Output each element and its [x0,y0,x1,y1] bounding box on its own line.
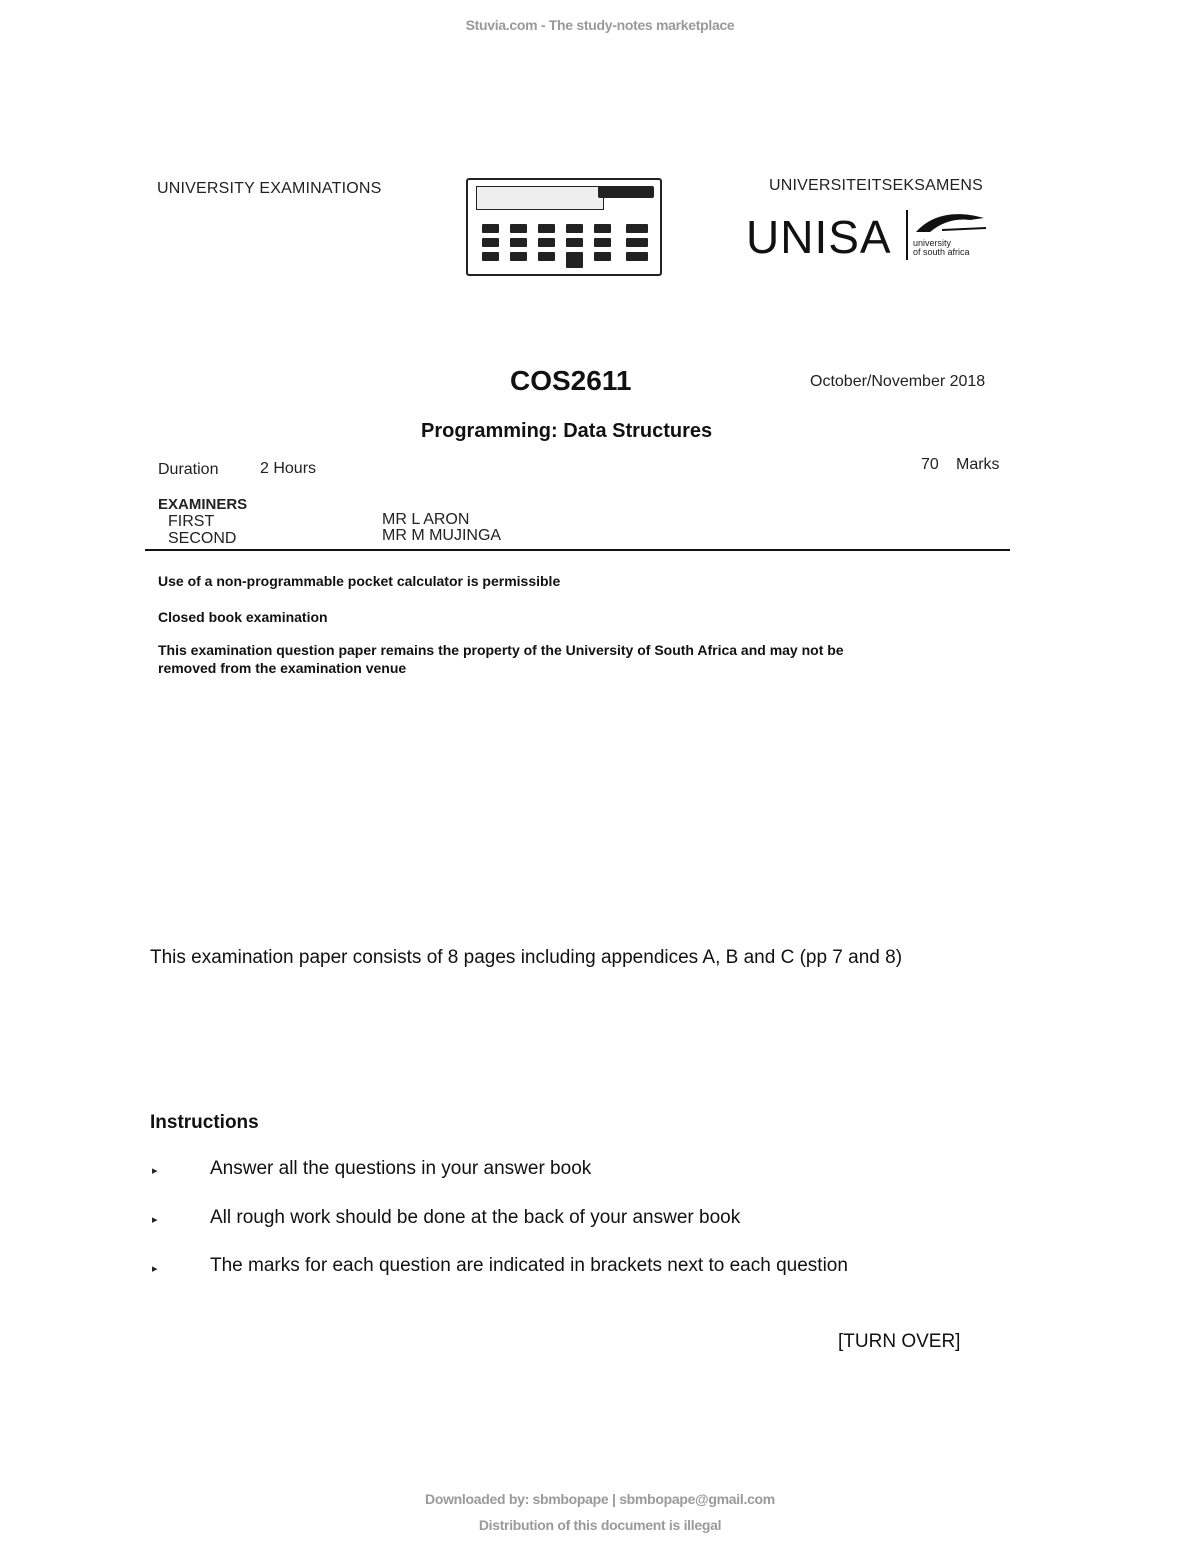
watermark-top: Stuvia.com - The study-notes marketplace [465,17,735,33]
header-left-title: UNIVERSITY EXAMINATIONS [157,180,382,197]
header-right-title: UNIVERSITEITSEKSAMENS [769,177,984,194]
header-divider [145,549,1010,551]
watermark-downloaded: Downloaded by: sbmbopape | sbmbopape@gmail.com [425,1491,775,1507]
property-note-line1: This examination question paper remains the property of the University of South Africa and may not be [158,642,844,658]
watermark-distribution: Distribution of this document is illegal [478,1517,722,1533]
marks-label: Marks [956,456,1000,473]
examiners-heading: EXAMINERS [158,496,248,513]
pages-note: This examination paper consists of 8 pages including appendices A, B and C (pp 7 and 8) [150,947,903,968]
marks-value: 70 [921,456,939,473]
instructions-heading: Instructions [150,1112,259,1133]
course-subject: Programming: Data Structures [421,420,713,442]
unisa-logo-sub-1: university [913,238,952,248]
examiner-second-label: SECOND [168,530,237,547]
closed-book-note: Closed book examination [158,609,328,625]
duration-label: Duration [158,461,219,478]
instruction-text: The marks for each question are indicated in brackets next to each question [210,1255,848,1276]
examiner-second-name: MR M MUJINGA [382,527,502,544]
exam-date: October/November 2018 [810,373,986,390]
examiner-first-name: MR L ARON [382,511,470,528]
examiner-first-label: FIRST [168,513,215,530]
instruction-text: All rough work should be done at the back of your answer book [210,1207,741,1228]
bullet-icon: ▸ [152,1165,158,1177]
duration-value: 2 Hours [260,460,317,477]
unisa-logo-text: UNISA [746,211,892,263]
unisa-logo-sub-2: of south africa [913,247,970,257]
bullet-icon: ▸ [152,1214,158,1226]
calculator-note: Use of a non-programmable pocket calculator is permissible [158,573,561,589]
turn-over: [TURN OVER] [838,1331,961,1352]
property-note-line2: removed from the examination venue [158,660,407,676]
bullet-icon: ▸ [152,1263,158,1275]
bird-icon [912,208,988,238]
instruction-text: Answer all the questions in your answer book [210,1158,592,1179]
course-code: COS2611 [510,365,632,396]
